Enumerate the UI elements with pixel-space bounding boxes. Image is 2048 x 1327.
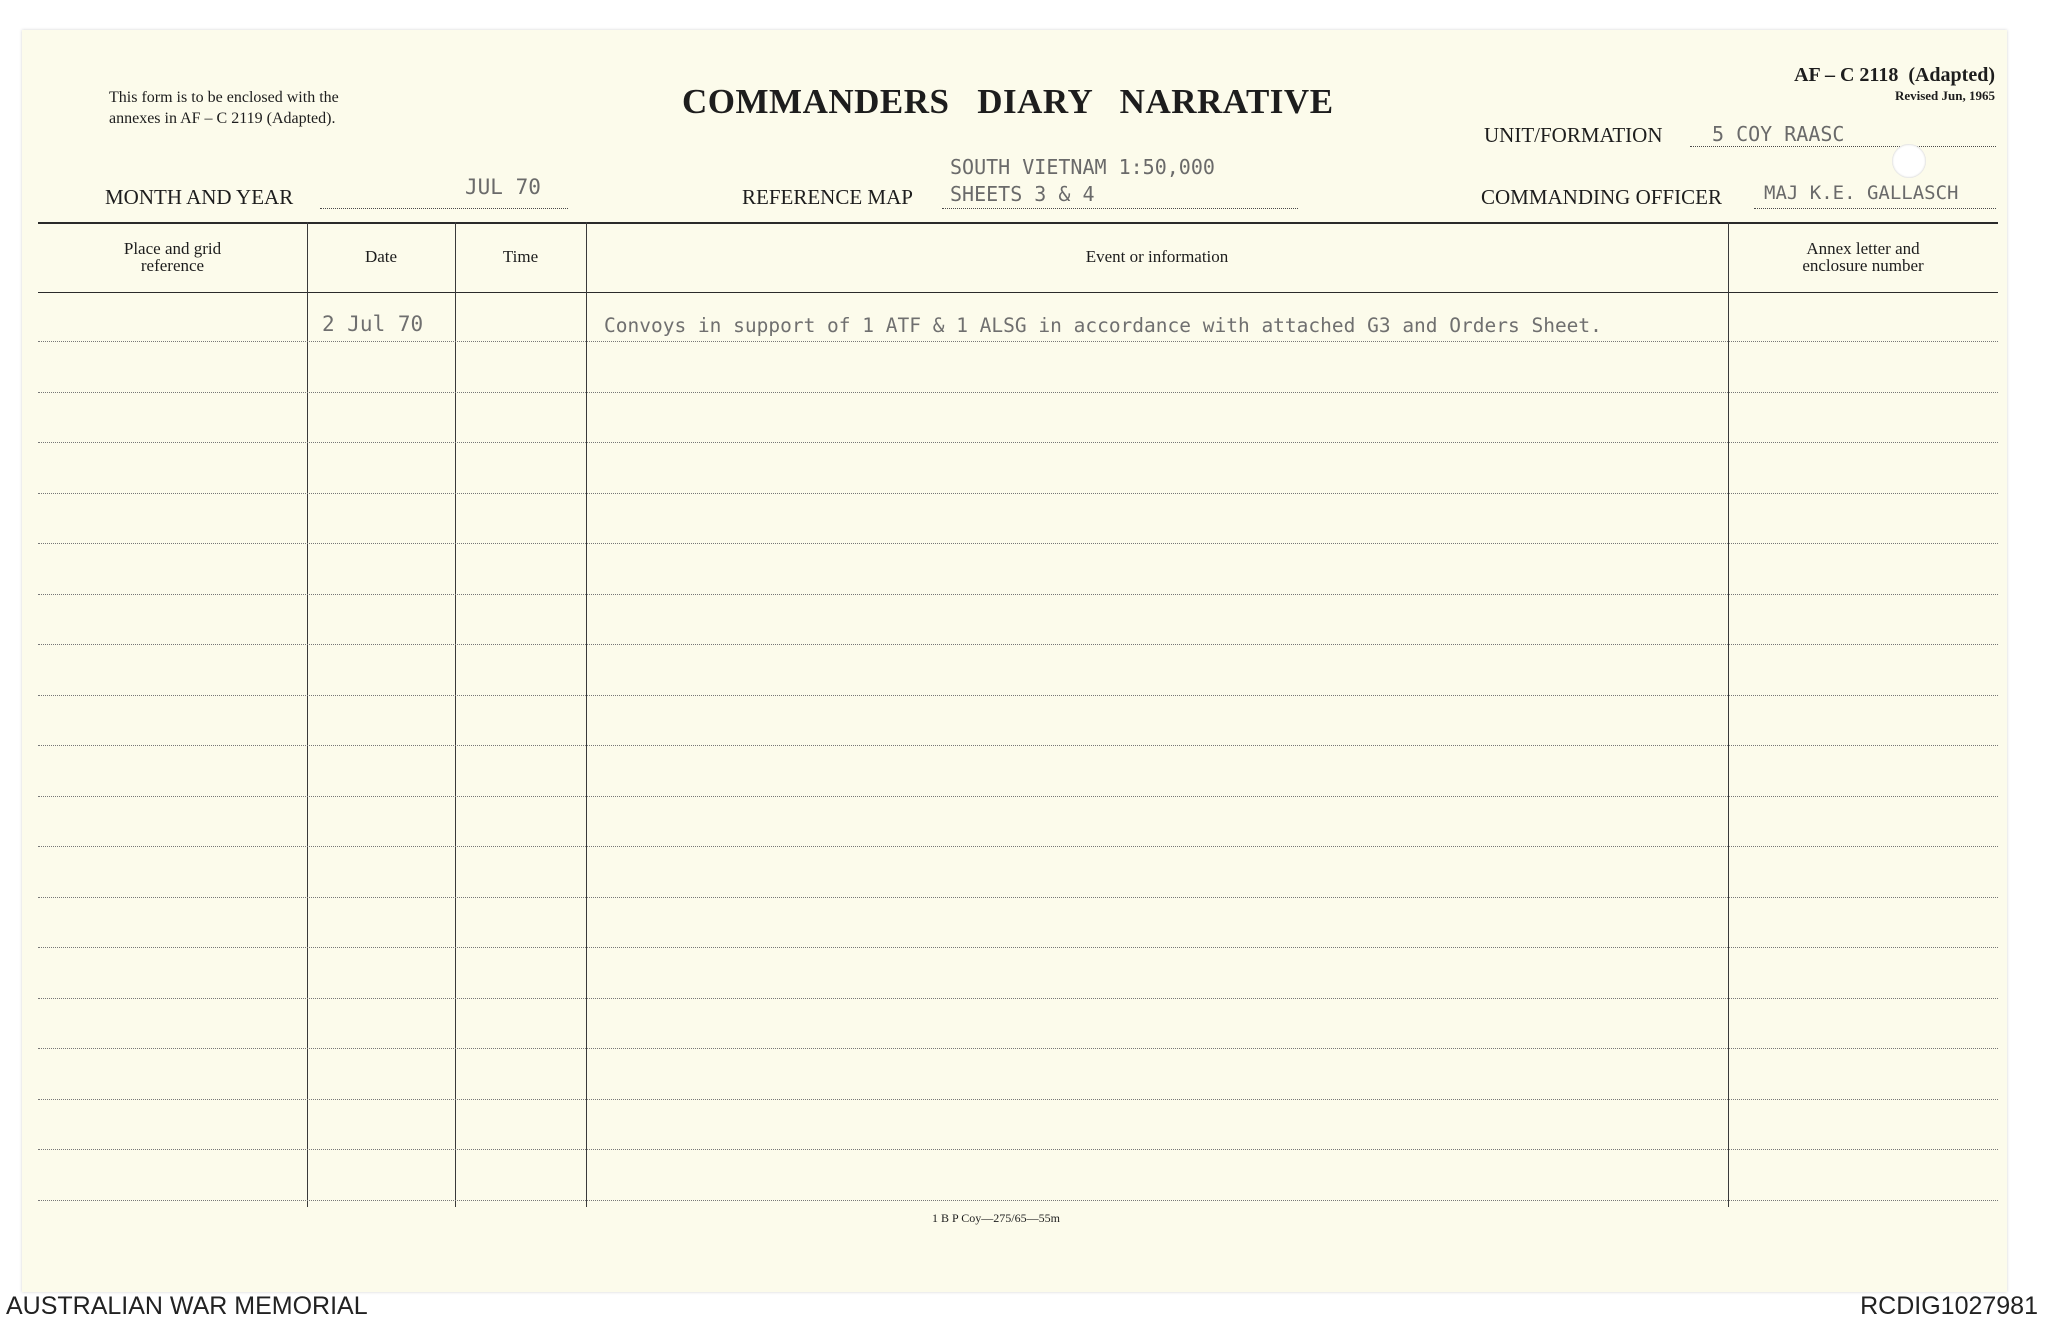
ruled-row-line bbox=[38, 1149, 1998, 1150]
printer-imprint: 1 B P Coy—275/65—55m bbox=[932, 1211, 1060, 1225]
ruled-row-line bbox=[38, 897, 1998, 898]
ruled-row-line bbox=[38, 1099, 1998, 1100]
table-row-date: 2 Jul 70 bbox=[322, 312, 424, 336]
ruled-row-line bbox=[38, 1200, 1998, 1201]
ruled-row-line bbox=[38, 341, 1998, 342]
month-year-label: MONTH AND YEAR bbox=[105, 185, 294, 209]
revised-date: Revised Jun, 1965 bbox=[1894, 88, 1995, 103]
ruled-row-line bbox=[38, 1048, 1998, 1049]
month-year-dotted-line bbox=[320, 208, 568, 209]
form-code: AF – C 2118 (Adapted) bbox=[1794, 64, 1995, 86]
column-header-annex-line-2: enclosure number bbox=[1802, 256, 1924, 275]
column-divider-annex bbox=[1728, 222, 1729, 1207]
column-header-place bbox=[38, 240, 307, 274]
unit-formation-dotted-line bbox=[1690, 146, 1996, 147]
column-header-annex bbox=[1728, 240, 1998, 274]
commanding-officer-value: MAJ K.E. GALLASCH bbox=[1764, 182, 1959, 204]
column-header-time: Time bbox=[502, 247, 539, 266]
reference-map-dotted-line bbox=[942, 208, 1298, 209]
column-header-annex-line-1: Annex letter and bbox=[1806, 239, 1920, 258]
reference-map-label: REFERENCE MAP bbox=[742, 185, 913, 209]
table-row-event: Convoys in support of 1 ATF & 1 ALSG in accordance with attached G3 and Orders Sheet. bbox=[604, 314, 1602, 337]
ruled-row-line bbox=[38, 846, 1998, 847]
ruled-row-line bbox=[38, 543, 1998, 544]
month-year-value: JUL 70 bbox=[465, 175, 541, 199]
diary-form-sheet bbox=[22, 30, 2007, 1292]
ruled-row-line bbox=[38, 998, 1998, 999]
archive-credit: AUSTRALIAN WAR MEMORIAL bbox=[6, 1292, 368, 1320]
ruled-row-line bbox=[38, 695, 1998, 696]
column-divider-event bbox=[586, 222, 587, 1207]
ruled-row-line bbox=[38, 947, 1998, 948]
reference-map-value-line-1: SOUTH VIETNAM 1:50,000 bbox=[950, 155, 1215, 179]
column-header-date: Date bbox=[364, 247, 398, 266]
form-title: COMMANDERS DIARY NARRATIVE bbox=[682, 82, 1334, 121]
ruled-row-line bbox=[38, 442, 1998, 443]
form-instruction bbox=[109, 87, 339, 129]
column-divider-time bbox=[455, 222, 456, 1207]
commanding-officer-dotted-line bbox=[1754, 208, 1996, 209]
reference-map-value-line-2: SHEETS 3 & 4 bbox=[950, 182, 1095, 206]
ruled-row-line bbox=[38, 796, 1998, 797]
table-header-rule bbox=[38, 292, 1998, 293]
ruled-row-line bbox=[38, 745, 1998, 746]
instruction-line-2: annexes in AF – C 2119 (Adapted). bbox=[109, 110, 336, 127]
column-header-event: Event or information bbox=[1085, 247, 1229, 266]
ruled-row-line bbox=[38, 392, 1998, 393]
column-header-place-line-1: Place and grid bbox=[123, 239, 222, 258]
column-header-place-line-2: reference bbox=[140, 256, 205, 275]
instruction-line-1: This form is to be enclosed with the bbox=[109, 89, 339, 106]
ruled-row-line bbox=[38, 644, 1998, 645]
ruled-row-line bbox=[38, 594, 1998, 595]
ruled-row-line bbox=[38, 493, 1998, 494]
unit-formation-label: UNIT/FORMATION bbox=[1484, 123, 1663, 147]
column-divider-date bbox=[307, 222, 308, 1207]
punch-hole bbox=[1892, 144, 1926, 178]
commanding-officer-label: COMMANDING OFFICER bbox=[1481, 185, 1722, 209]
archive-reference: RCDIG1027981 bbox=[1860, 1292, 2038, 1320]
unit-formation-value: 5 COY RAASC bbox=[1712, 122, 1845, 146]
table-top-rule bbox=[38, 222, 1998, 224]
